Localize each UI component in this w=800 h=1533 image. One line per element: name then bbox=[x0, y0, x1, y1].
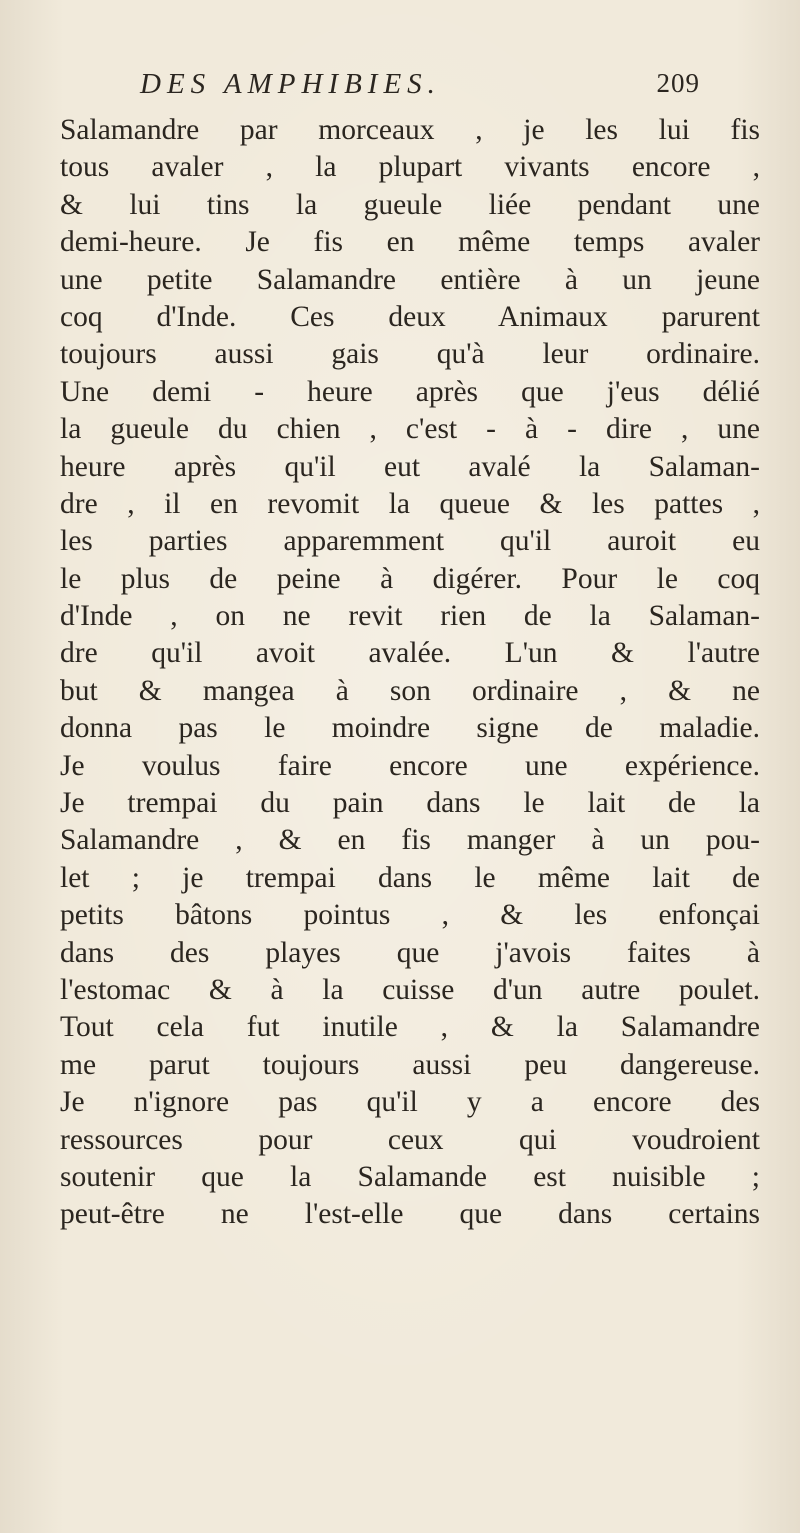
text-line: d'Inde , on ne revit rien de la Salaman- bbox=[60, 600, 760, 633]
text-line: petits bâtons pointus , & les enfonçai bbox=[60, 899, 760, 932]
text-line: but & mangea à son ordinaire , & ne bbox=[60, 674, 760, 707]
text-line: coq d'Inde. Ces deux Animaux parurent bbox=[60, 300, 760, 333]
page-header bbox=[140, 68, 700, 112]
text-line: Je voulus faire encore une expérience. bbox=[60, 749, 760, 782]
text-line: me parut toujours aussi peu dangereuse. bbox=[60, 1048, 760, 1081]
text-line: demi-heure. Je fis en même temps avaler bbox=[60, 226, 760, 259]
text-line: dre , il en revomit la queue & les pattes , bbox=[60, 487, 760, 520]
text-line: dre qu'il avoit avalée. L'un & l'autre bbox=[60, 637, 760, 670]
text-line: let ; je trempai dans le même lait de bbox=[60, 861, 760, 894]
text-line: ressources pour ceux qui voudroient bbox=[60, 1123, 760, 1156]
text-line: le plus de peine à digérer. Pour le coq bbox=[60, 562, 760, 595]
body-text bbox=[60, 112, 760, 1234]
text-line: tous avaler , la plupart vivants encore , bbox=[60, 151, 760, 184]
text-line: soutenir que la Salamande est nuisible ; bbox=[60, 1160, 760, 1193]
text-line: Tout cela fut inutile , & la Salamandre bbox=[60, 1011, 760, 1044]
text-line: Salamandre par morceaux , je les lui fis bbox=[60, 114, 760, 146]
page-number: 209 bbox=[656, 68, 700, 98]
text-line: donna pas le moindre signe de maladie. bbox=[60, 712, 760, 745]
text-line: Salamandre , & en fis manger à un pou- bbox=[60, 824, 760, 857]
text-line: Je trempai du pain dans le lait de la bbox=[60, 787, 760, 820]
text-line: l'estomac & à la cuisse d'un autre poulet. bbox=[60, 973, 760, 1006]
text-line: heure après qu'il eut avalé la Salaman- bbox=[60, 450, 760, 483]
text-line: & lui tins la gueule liée pendant une bbox=[60, 188, 760, 221]
text-line: les parties apparemment qu'il auroit eu bbox=[60, 525, 760, 558]
text-line: Une demi - heure après que j'eus délié bbox=[60, 375, 760, 408]
text-line: toujours aussi gais qu'à leur ordinaire. bbox=[60, 338, 760, 371]
running-title: DES AMPHIBIES. bbox=[140, 68, 441, 100]
text-line: la gueule du chien , c'est - à - dire , une bbox=[60, 413, 760, 446]
text-line: peut-être ne l'est-elle que dans certains bbox=[60, 1198, 760, 1231]
text-line: dans des playes que j'avois faites à bbox=[60, 936, 760, 969]
text-line: une petite Salamandre entière à un jeune bbox=[60, 263, 760, 296]
text-line: Je n'ignore pas qu'il y a encore des bbox=[60, 1086, 760, 1119]
